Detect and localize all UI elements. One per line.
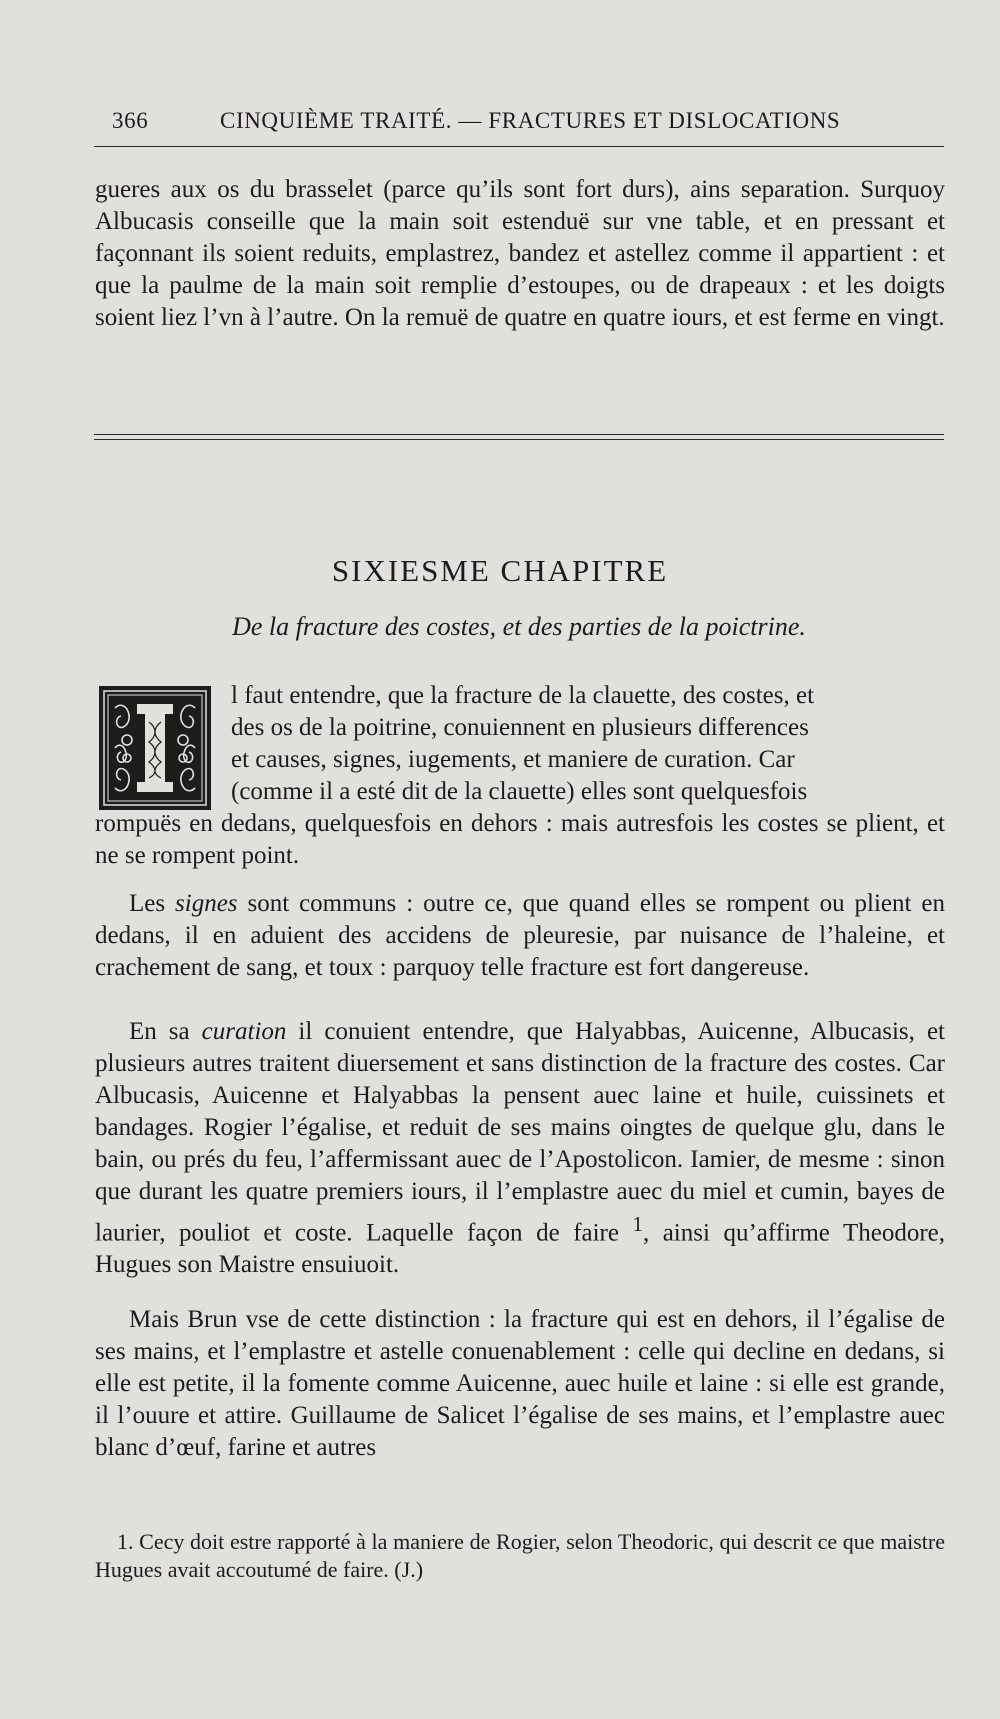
first-paragraph-rest: rompuës en dedans, quelquesfois en dehors : mais autresfois les costes se plient, et ne se rompent point. <box>95 810 945 869</box>
page-number: 366 <box>112 108 149 133</box>
paragraph-text: Les <box>129 890 176 917</box>
running-head <box>94 102 944 142</box>
paragraph-signes <box>95 888 945 984</box>
paragraph-curation <box>95 1016 945 1281</box>
paragraph-text: En sa <box>129 1018 202 1045</box>
header-rule <box>94 146 944 147</box>
footnote-text: Cecy doit estre rapporté à la maniere de Rogier, selon Theodoric, qui descrit ce que maistre Hugues avait accoutumé de faire. (J.) <box>95 1529 945 1582</box>
section-rule-top <box>94 434 944 435</box>
italic-term: signes <box>175 890 238 917</box>
top-paragraph: gueres aux os du brasselet (parce qu’ils sont fort durs), ains separation. Surquoy Albucasis conseille que la main soit estenduë sur vne table, et en pressant et façonnant ils soient reduits, emplastrez, bandez et astellez comme il appartient : et que la paulme de la main soit remplie d’estoupes, ou de drapeaux : et les doigts soient liez l’vn à l’autre. On la remuë de quatre en quatre iours, et est ferme en vingt. <box>95 176 945 331</box>
chapter-title: SIXIESME CHAPITRE <box>331 553 669 588</box>
first-paragraph-line: et causes, signes, iugements, et maniere de curation. Car <box>231 746 795 773</box>
italic-term: curation <box>201 1018 287 1045</box>
running-title: CINQUIÈME TRAITÉ. — FRACTURES ET DISLOCATIONS <box>220 108 841 133</box>
section-rule-bottom <box>94 439 944 440</box>
footnote-marker: 1. <box>117 1529 134 1554</box>
chapter-subtitle: De la fracture des costes, et des parties de la poictrine. <box>232 612 806 641</box>
footnote-reference[interactable]: 1 <box>632 1212 643 1236</box>
paragraph-text: sont communs : outre ce, que quand elles se rompent ou plient en dedans, il en aduient des accidens de pleuresie, par nuisance de l’haleine, et crachement de sang, et toux : parquoy telle fracture est fort dangereuse. <box>95 890 945 981</box>
first-paragraph-line: l faut entendre, que la fracture de la clauette, des costes, et <box>231 682 815 709</box>
paragraph-text: , ainsi qu’affirme Theodore, Hugues son Maistre ensuiuoit. <box>95 1219 945 1279</box>
paragraph-text: Mais Brun vse de cette distinction : la fracture qui est en dehors, il l’égalise de ses mains, et l’emplastre et astelle conuenablement : celle qui decline en dedans, si elle est petite, il la fomente comme Auicenne, auec huile et laine : si elle est grande, il l’ouure et attire. Guillaume de Salicet l’égalise de ses mains, et l’emplastre auec blanc d’œuf, farine et autres <box>95 1306 945 1461</box>
footnote <box>95 1528 945 1584</box>
paragraph-brun <box>95 1304 945 1464</box>
first-paragraph <box>95 680 945 872</box>
first-paragraph-line: (comme il a esté dit de la clauette) elles sont quelquesfois <box>231 778 808 805</box>
first-paragraph-line: des os de la poitrine, conuiennent en plusieurs differences <box>231 714 809 741</box>
paragraph-text: il conuient entendre, que Halyabbas, Auicenne, Albucasis, et plusieurs autres traitent diuersement et sans distinction de la fracture des costes. Car Albucasis, Auicenne et Halyabbas la pensent auec laine et huile, cuissinets et bandages. Rogier l’égalise, et reduit de ses mains oingtes de quelque glu, dans le bain, ou prés du feu, l’affermissant auec de l’Apostolicon. Iamier, de mesme : sinon que durant les quatre premiers iours, il l’emplastre auec du miel et cumin, bayes de laurier, pouliot et coste. Laquelle façon de faire <box>95 1018 945 1247</box>
